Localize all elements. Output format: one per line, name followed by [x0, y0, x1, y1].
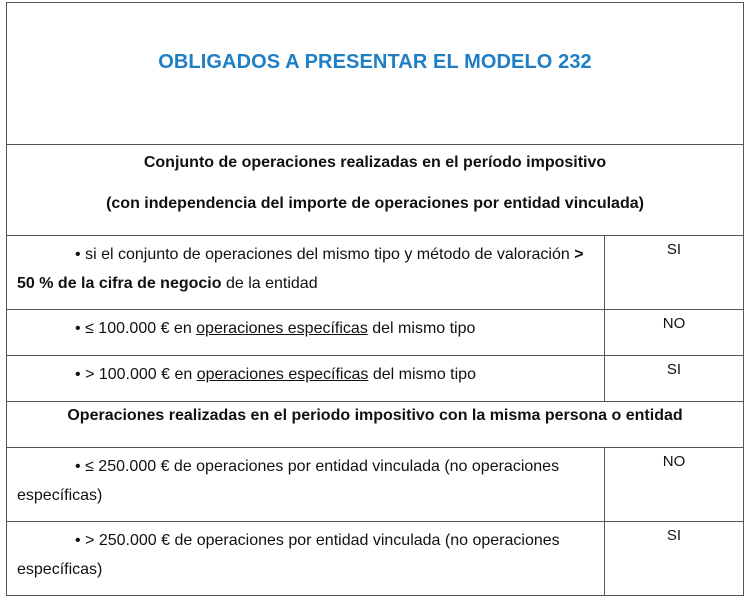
title-row [7, 3, 743, 145]
obligations-table [6, 2, 744, 596]
criterion-text [17, 240, 592, 298]
answer-cell [605, 236, 743, 309]
criterion-cell [7, 522, 605, 595]
table-row [7, 448, 743, 522]
answer-cell [605, 356, 743, 401]
criterion-cell [7, 448, 605, 521]
bullet: • [75, 532, 81, 549]
criterion-text-part: si el conjunto de operaciones del mismo tipo y método de valoración [85, 246, 575, 263]
criterion-cell [7, 236, 605, 309]
criterion-cell [7, 356, 605, 401]
table-row [7, 356, 743, 402]
criterion-text [17, 314, 592, 343]
answer-cell [605, 310, 743, 355]
criterion-text-part: de la entidad [221, 275, 318, 292]
section1-heading-line1: Conjunto de operaciones realizadas en el período impositivo [143, 154, 607, 171]
criterion-text-part: del mismo tipo [367, 320, 476, 337]
criterion-bold-text: > 50 % de la cifra de negocio [17, 246, 584, 292]
criterion-text [17, 452, 592, 510]
criterion-text-part: > 250.000 € de operaciones por entidad vinculada (no operaciones específicas) [17, 532, 560, 578]
criterion-underlined-text: operaciones específicas [196, 366, 369, 383]
criterion-text-part: > 100.000 € en [85, 366, 197, 383]
answer-value: NO [662, 315, 686, 332]
criterion-text [17, 360, 592, 389]
answer-cell [605, 522, 743, 595]
answer-value: SI [666, 241, 682, 258]
answer-value: SI [666, 527, 682, 544]
section1-heading-line2: (con independencia del importe de operaciones por entidad vinculada) [106, 195, 644, 212]
section1-heading-row [7, 145, 743, 236]
bullet: • [75, 246, 81, 263]
section2-heading: Operaciones realizadas en el periodo impositivo con la misma persona o entidad [67, 407, 683, 424]
section2-heading-row [7, 402, 743, 448]
answer-cell [605, 448, 743, 521]
table-row [7, 522, 743, 595]
table-row [7, 310, 743, 356]
table-row [7, 236, 743, 310]
bullet: • [75, 320, 81, 337]
criterion-cell [7, 310, 605, 355]
page-title: OBLIGADOS A PRESENTAR EL MODELO 232 [158, 51, 592, 73]
bullet: • [75, 458, 81, 475]
criterion-text-part: del mismo tipo [368, 366, 476, 383]
bullet: • [75, 366, 81, 383]
criterion-text-part: ≤ 100.000 € en [85, 320, 197, 337]
criterion-text-part: ≤ 250.000 € de operaciones por entidad vinculada (no operaciones específicas) [17, 458, 560, 504]
answer-value: NO [662, 453, 686, 470]
criterion-underlined-text: operaciones específicas [196, 320, 368, 337]
criterion-text [17, 526, 592, 584]
answer-value: SI [666, 361, 682, 378]
